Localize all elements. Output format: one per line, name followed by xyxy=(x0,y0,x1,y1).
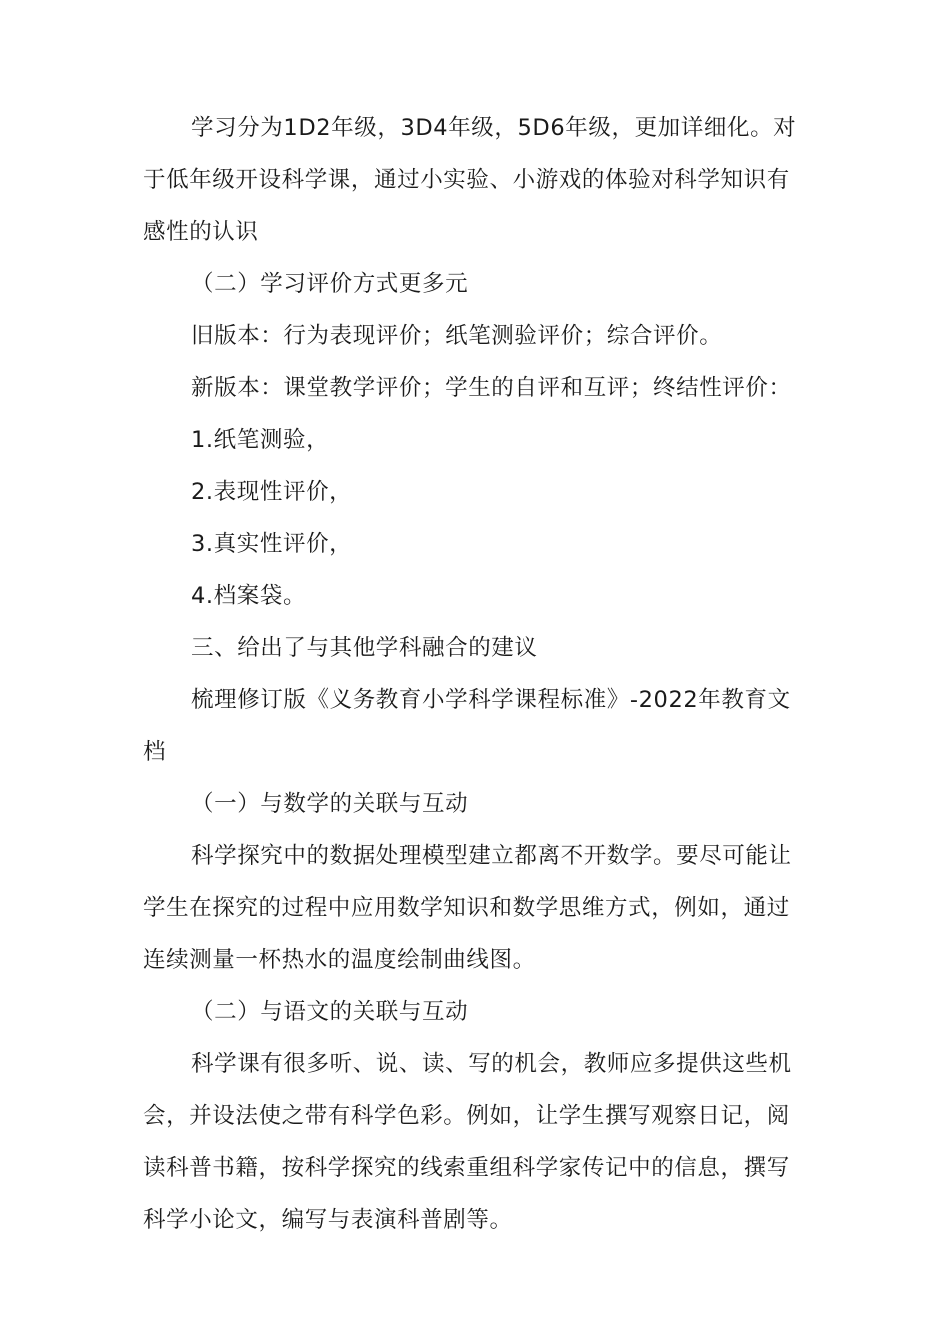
list-item-1: 1.纸笔测验， xyxy=(191,427,330,453)
paragraph-grade-levels: 学习分为1D2年级，3D4年级，5D6年级，更加详细化。对于低年级开设科学课，通过小实验、小游戏的体验对科学知识有感性的认识 xyxy=(143,115,797,245)
heading-evaluation-methods: （二）学习评价方式更多元 xyxy=(191,271,469,297)
paragraph-document-title: 梳理修订版《义务教育小学科学课程标准》-2022年教育文档 xyxy=(143,687,791,765)
list-item-2: 2.表现性评价， xyxy=(191,479,353,505)
list-item-3: 3.真实性评价， xyxy=(191,531,353,557)
paragraph-math-relation: 科学探究中的数据处理模型建立都离不开数学。要尽可能让学生在探究的过程中应用数学知识和数学思维方式，例如，通过连续测量一杯热水的温度绘制曲线图。 xyxy=(143,843,792,973)
paragraph-old-version: 旧版本：行为表现评价；纸笔测验评价；综合评价。 xyxy=(191,323,723,349)
paragraph-chinese-relation: 科学课有很多听、说、读、写的机会，教师应多提供这些机会，并设法使之带有科学色彩。例如，让学生撰写观察日记，阅读科普书籍，按科学探究的线索重组科学家传记中的信息，撰写科学小论文，编写与表演科普剧等。 xyxy=(143,1051,792,1233)
heading-math-relation: （一）与数学的关联与互动 xyxy=(191,791,469,817)
heading-section-three: 三、给出了与其他学科融合的建议 xyxy=(191,635,538,661)
list-item-4: 4.档案袋。 xyxy=(191,583,307,609)
paragraph-new-version: 新版本：课堂教学评价；学生的自评和互评；终结性评价： xyxy=(191,375,792,401)
heading-chinese-relation: （二）与语文的关联与互动 xyxy=(191,999,469,1025)
